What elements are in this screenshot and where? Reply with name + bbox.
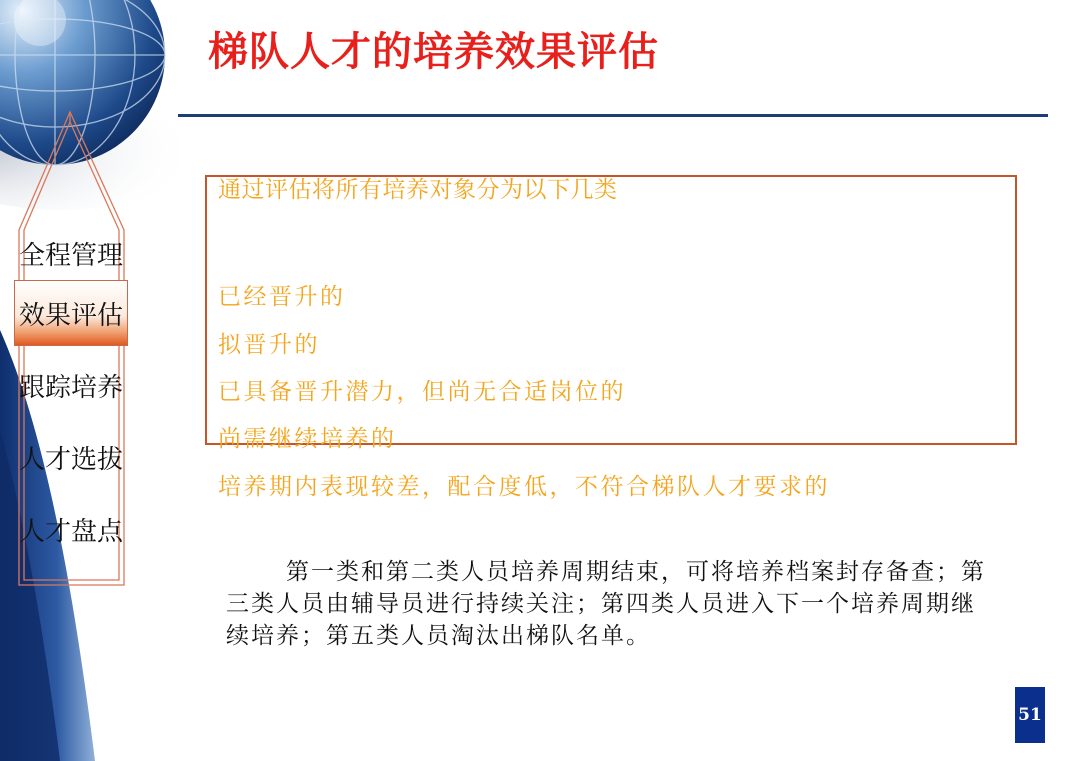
sidebar-item-full-process-management[interactable]: 全程管理 bbox=[18, 240, 123, 271]
sidebar-item-tracking-training[interactable]: 跟踪培养 bbox=[18, 372, 123, 403]
category-item: 培养期内表现较差，配合度低，不符合梯队人才要求的 bbox=[218, 474, 830, 500]
category-item: 已具备晋升潜力，但尚无合适岗位的 bbox=[218, 379, 626, 405]
summary-paragraph: 第一类和第二类人员培养周期结束，可将培养档案封存备查；第三类人员由辅导员进行持续关注；第四类人员进入下一个培养周期继续培养；第五类人员淘汰出梯队名单。 bbox=[226, 559, 986, 649]
title-divider bbox=[178, 114, 1048, 117]
sidebar-item-talent-selection[interactable]: 人才选拔 bbox=[18, 444, 123, 475]
sidebar-item-effect-evaluation[interactable]: 效果评估 bbox=[14, 280, 128, 346]
page-number-badge: 51 bbox=[1015, 687, 1045, 743]
category-item: 拟晋升的 bbox=[218, 332, 320, 358]
category-item: 已经晋升的 bbox=[218, 284, 346, 310]
sidebar-item-talent-inventory[interactable]: 人才盘点 bbox=[18, 516, 123, 547]
slide-title: 梯队人才的培养效果评估 bbox=[208, 29, 659, 75]
intro-text: 通过评估将所有培养对象分为以下几类 bbox=[218, 177, 618, 203]
category-item: 尚需继续培养的 bbox=[218, 426, 397, 452]
